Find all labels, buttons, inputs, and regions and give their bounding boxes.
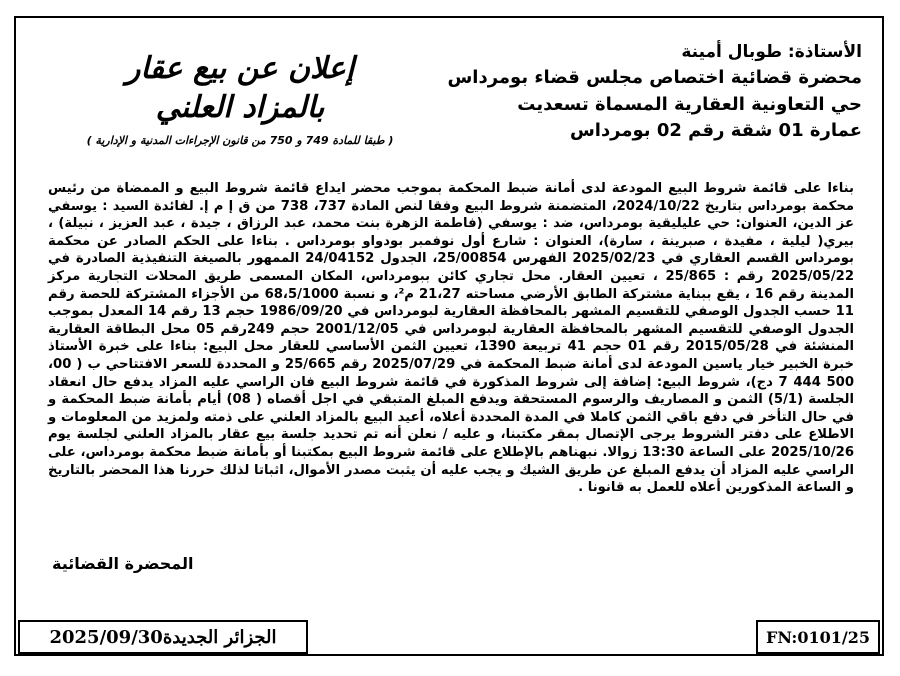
signature-label: المحضرة القضائية bbox=[52, 554, 194, 573]
legal-reference: ( طبقا للمادة 749 و 750 من قانون الإجراءات المدنية و الإدارية ) bbox=[86, 134, 394, 147]
bailiff-address-line1: حي التعاونية العقارية المسماة تسعديت bbox=[517, 94, 862, 115]
reference-number: FN:0101/25 bbox=[766, 627, 870, 647]
bailiff-address-line2: عمارة 01 شقة رقم 02 بومرداس bbox=[569, 120, 862, 141]
bailiff-office-header bbox=[422, 44, 862, 140]
notice-body: بناءا على قائمة شروط البيع المودعة لدى أمانة ضبط المحكمة بموجب محضر ايداع قائمة شروط البيع و الممضاة من رئيس محكمة بومرداس بتاريخ 2024/10/22، المتضمنة شروط البيع وفقا لنص المادة 737، 738 من ق إ م إ. لفائدة السيد : يوسفي عز الدين، العنوان: حي عليليقية بومرداس، ضد : يوسفي (فاطمة الزهرة بنت محمد، عبد الرزاق ، جيدة ، عبد العزيز ، نبيلة) ، بيري( ليلية ، مفيدة ، صبرينة ، سارة)، العنوان : شارع أول نوفمبر بودواو بومرداس . بناءا على الحكم الصادر عن محكمة بومرداس القسم العقاري في 2025/02/23 الفهرس 25/00854، الجدول 24/04152 الممهور بالصيغة التنفيذية الصادرة في 2025/05/22 رقم : 25/865 ، تعيين العقار. محل تجاري كائن ببومرداس، المكان المسمى طريق المحلات التجارية مركز المدينة رقم 16 ، يقع ببناية مشتركة الطابق الأرضي مساحته 21،27 م²، و نسبة 68،5/1000 من الأجزاء المشتركة للحصة رقم 11 حسب الجدول الوصفي للتقسيم المشهر بالمحافظة العقارية لبومرداس في 1986/09/20 حجم 13 رقم 14 المعدل بموجب الجدول الوصفي للتقسيم المشهر بالمحافظة العقارية لبومرداس في 2001/12/05 حجم 249رقم 05 محل البطاقة العقارية المنشئة في 2015/05/28 رقم 01 حجم 41 تربيعة 1390، تعيين الثمن الأساسي للعقار محل البيع: بناءا على خبرة الأستاذ خبرة الخبير خيار ياسين المودعة لدى أمانة ضبط المحكمة في 2025/07/29 رقم 25/665 و المحددة للسعر الافتتاحي ب ( 00، 500 444 7 دج)، شروط البيع: إضافة إلى شروط المذكورة في قائمة شروط البيع فان الراسي عليه المزاد يدفع حال انعقاد الجلسة (5/1) الثمن و المصاريف والرسوم المستحقة ويدفع المبلغ المتبقي في اجل أقصاه ( 08) أيام بأمانة ضبط المحكمة و في حال التأخر في دفع باقي الثمن كاملا في المدة المحددة أعلاه، أعيد البيع بالمزاد العلني على ذمته ولمزيد من المعلومات و الاطلاع على دفتر الشروط يرجى الإتصال بمقر مكتبنا، و عليه / نعلن أنه تم تحديد جلسة بيع عقار بالمزاد العلني لجلسة يوم 2025/10/26 على الساعة 13:30 زوالا. نبهناهم بالإطلاع على قائمة شروط البيع بمكتبنا أو بأمانة ضبط محكمة بومرداس، على الراسي عليه المزاد أن يدفع المبلغ عن طريق الشيك و يجب عليه أن يثبت مصدر الأموال، اثباتا لذلك حررنا هذا المحضر بالتاريخ و الساعة المذكورين أعلاه للعمل به قانونا . bbox=[48, 181, 855, 496]
announcement-title: إعلان عن بيع عقار bbox=[125, 51, 355, 86]
publication-date-box bbox=[18, 620, 308, 654]
publication-date: الجزائر الجديدة2025/09/30 bbox=[49, 626, 277, 648]
bailiff-name: الأستاذة: طوبال أمينة bbox=[681, 42, 862, 62]
reference-number-box bbox=[756, 620, 880, 654]
announcement-title-secondary: بالمزاد العلني bbox=[155, 90, 325, 125]
bailiff-jurisdiction: محضرة قضائية اختصاص مجلس قضاء بومرداس bbox=[447, 67, 862, 88]
announcement-title-block bbox=[40, 50, 440, 147]
